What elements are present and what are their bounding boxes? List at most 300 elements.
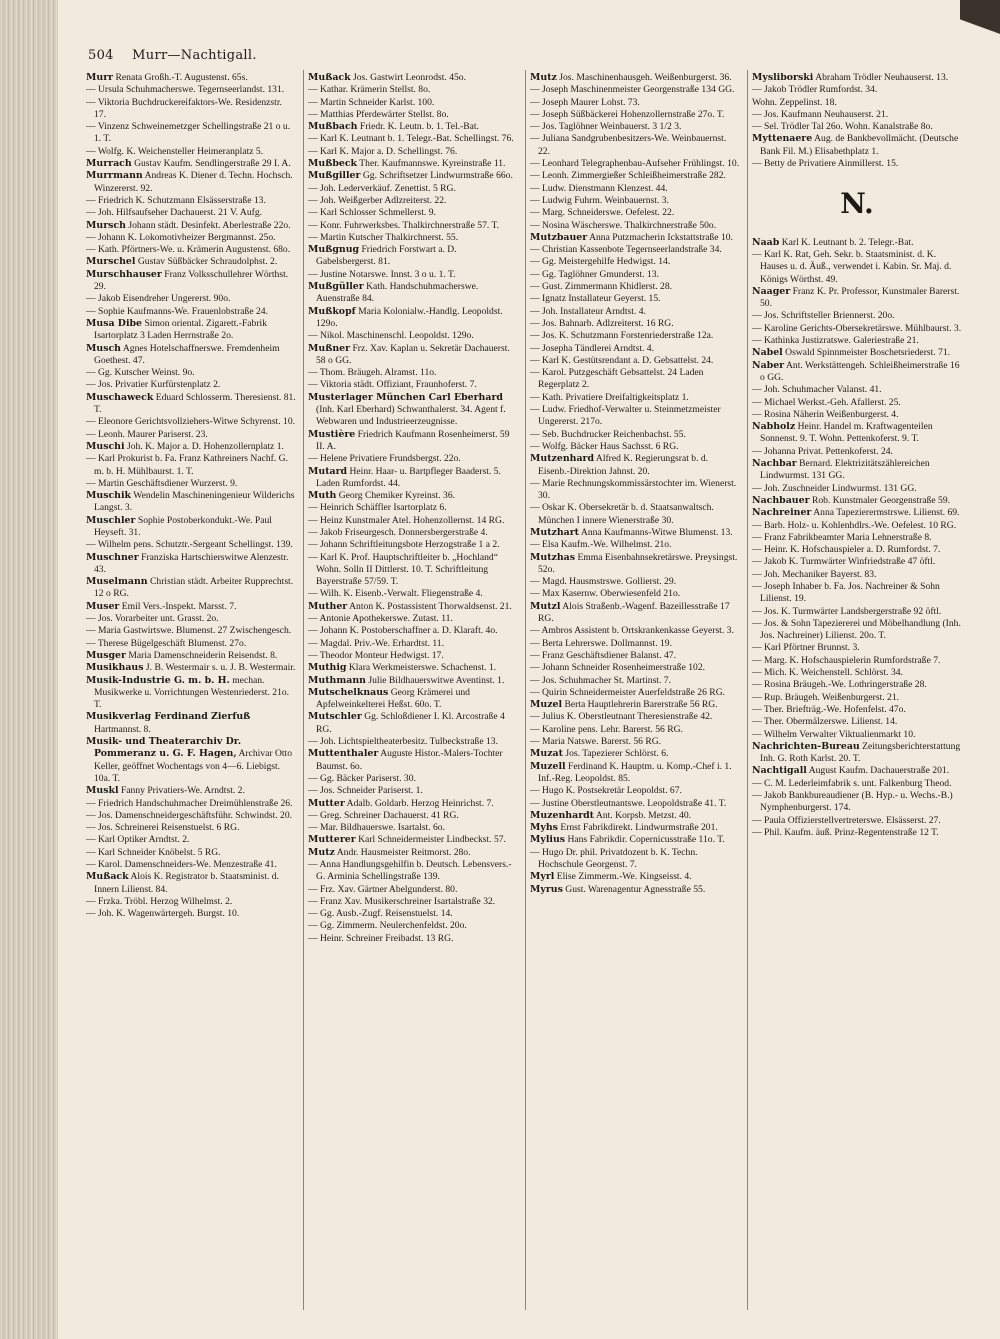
directory-entry [308, 429, 518, 454]
directory-entry [86, 896, 296, 908]
directory-entry [308, 109, 518, 121]
directory-entry [86, 711, 296, 736]
directory-entry [308, 306, 518, 331]
directory-entry [530, 650, 740, 662]
entry-text: — Marg. Schneiderswe. Oefelest. 22. [530, 207, 675, 219]
entry-surname: Mutter [308, 797, 345, 809]
directory-entry [86, 220, 296, 232]
directory-entry [86, 810, 296, 822]
entry-text: — Ursula Schuhmacherswe. Tegernseerlandst. 131. [86, 84, 285, 96]
column-rule [747, 70, 748, 1310]
directory-entry [530, 293, 740, 305]
directory-entry [530, 281, 740, 293]
entry-text: Berta Hauptlehrerin Barerstraße 56 RG. [564, 699, 718, 711]
entry-text: — Johann Schneider Rosenheimerstraße 102. [530, 662, 706, 674]
directory-entry [752, 323, 962, 335]
entry-text: — Wilh. K. Eisenb.-Verwalt. Fliegenstraße 4. [308, 588, 483, 600]
entry-text: — Joh. Zuschneider Lindwurmst. 131 GG. [752, 482, 917, 494]
entry-text: — Berta Lehrerswe. Dollmannst. 19. [530, 637, 673, 649]
entry-surname: Myttenaere [752, 133, 813, 145]
entry-text: — Gust. Zimmermann Khidlerst. 28. [530, 281, 673, 293]
entry-text: Friedr. K. Leutn. b. 1. Tel.-Bat. [359, 121, 479, 133]
entry-surname: Naager [752, 285, 791, 297]
directory-entry [86, 392, 296, 417]
directory-entry [530, 625, 740, 637]
entry-text: — Kath. Privatiere Dreifaltigkeitsplatz 1. [530, 391, 689, 403]
entry-text: Jos. Gastwirt Leonrodst. 45o. [353, 72, 466, 83]
directory-entry [752, 765, 962, 777]
entry-text: Klara Werkmeisterswe. Schachenst. 1. [348, 662, 497, 674]
directory-entry [752, 507, 962, 519]
entry-text: — Hugo K. Postsekretär Leopoldst. 67. [530, 785, 682, 797]
entry-surname: Mußack [86, 871, 129, 883]
directory-entry [308, 822, 518, 834]
entry-surname: Murrach [86, 158, 132, 170]
directory-entry [530, 834, 740, 846]
entry-surname: Mutz [308, 846, 335, 858]
directory-entry [530, 232, 740, 244]
section-letter: N. [840, 187, 874, 221]
directory-entry [752, 569, 962, 581]
entry-text: — Jos. Schriftsteller Briennerst. 20o. [752, 310, 895, 322]
directory-entry [752, 544, 962, 556]
directory-entry [530, 675, 740, 687]
entry-surname: Muthig [308, 662, 347, 674]
entry-text: — Therese Bügelgeschäft Blumenst. 27o. [86, 637, 247, 649]
directory-entry [86, 871, 296, 896]
directory-entry [86, 650, 296, 662]
entry-surname: Muschi [86, 440, 125, 452]
directory-entry [530, 183, 740, 195]
directory-entry [86, 379, 296, 391]
entry-text: — Gg. Taglöhner Gmunderst. 13. [530, 268, 659, 280]
directory-entry [86, 269, 296, 294]
directory-entry [86, 822, 296, 834]
column-2 [308, 72, 518, 945]
directory-entry [530, 343, 740, 355]
entry-surname: Muselmann [86, 576, 148, 588]
entry-text: — Nosina Wäscherswe. Thalkirchnerstraße 50o. [530, 219, 717, 231]
directory-entry [86, 367, 296, 379]
column-rule [303, 70, 304, 1310]
entry-text: Kath. Handschuhmacherswe. Auenstraße 84. [316, 281, 479, 305]
entry-text: Gg. Schriftsetzer Lindwurmstraße 66o. [362, 170, 513, 182]
entry-text: — Kathinka Justizratswe. Galeriestraße 21. [752, 335, 919, 347]
directory-entry [752, 286, 962, 311]
entry-text: — Karl K. Rat, Geh. Sekr. b. Staatsminist. d. K. Hauses u. d. Äuß., verwendet i. Kabin. Sr. Maj. d. Königs Wörthst. 49. [752, 248, 952, 285]
entry-text: — Eleonore Gerichtsvollziehers-Witwe Schyrenst. 10. [86, 416, 296, 428]
directory-entry [752, 642, 962, 654]
running-title: Murr—Nachtigall. [132, 48, 257, 63]
directory-entry [752, 520, 962, 532]
entry-text: — Gg. Kutscher Weinst. 9o. [86, 367, 195, 379]
directory-entry [752, 249, 962, 286]
entry-surname: Nachtigall [752, 765, 807, 777]
entry-text: Alfred K. Regierungsrat b. d. Eisenb.-Direktion Jahnst. 20. [538, 453, 709, 477]
directory-entry [86, 306, 296, 318]
entry-text: Christian städt. Arbeiter Rupprechtst. 12 o RG. [94, 576, 294, 600]
entry-surname: Mutzbauer [530, 231, 588, 243]
entry-text: — Karoline Gerichts-Obersekretärswe. Mühlbaurst. 3. [752, 322, 962, 334]
directory-entry [308, 281, 518, 306]
directory-entry [86, 625, 296, 637]
directory-entry [752, 360, 962, 385]
entry-text: Andr. Hausmeister Reitmorst. 28o. [336, 846, 471, 858]
entry-text: — Max Kasernw. Oberwiesenfeld 21o. [530, 588, 681, 600]
directory-entry [86, 97, 296, 122]
directory-entry [752, 72, 962, 84]
directory-entry [308, 908, 518, 920]
entry-surname: Muskl [86, 785, 119, 797]
entry-text: Ant. Korpsb. Metzst. 40. [595, 809, 692, 821]
entry-text: — Joh. Lichtspieltheaterbesitz. Tulbeckstraße 13. [308, 736, 498, 748]
directory-entry [530, 133, 740, 158]
directory-entry [530, 662, 740, 674]
directory-entry [752, 446, 962, 458]
directory-entry [308, 675, 518, 687]
entry-text: Maria Damenschneiderin Reisendst. 8. [128, 649, 278, 661]
entry-text: — Mar. Bildhauerswe. Isartalst. 6o. [308, 822, 445, 834]
entry-text: Fanny Privatiers-We. Arndtst. 2. [120, 785, 245, 797]
directory-entry [530, 318, 740, 330]
entry-text: — Leonhard Telegraphenbau-Aufseher Frühlingst. 10. [530, 158, 740, 170]
directory-entry [752, 704, 962, 716]
directory-entry [530, 502, 740, 527]
directory-entry [86, 158, 296, 170]
directory-entry [752, 397, 962, 409]
entry-text: — Sophie Kaufmanns-We. Frauenlobstraße 24. [86, 305, 268, 317]
directory-entry [752, 655, 962, 667]
entry-text: — Frzka. Tröbl. Herzog Wilhelmst. 2. [86, 895, 233, 907]
directory-entry [308, 72, 518, 84]
entry-text: Gust. Warenagentur Agnesstraße 55. [565, 883, 706, 895]
directory-entry [752, 310, 962, 322]
directory-entry [752, 581, 962, 606]
entry-surname: Muzenhardt [530, 809, 595, 821]
entry-text: Hartmannst. 8. [94, 723, 151, 735]
directory-entry [86, 638, 296, 650]
directory-entry [308, 810, 518, 822]
directory-entry [86, 195, 296, 207]
entry-surname: Muschaweck [86, 391, 154, 403]
directory-entry [86, 84, 296, 96]
directory-entry [530, 355, 740, 367]
directory-entry [752, 778, 962, 790]
directory-entry [86, 601, 296, 613]
directory-entry [308, 933, 518, 945]
entry-text: — Heinrich Schäffler Isartorplatz 6. [308, 502, 447, 514]
entry-text: — Wolfg. K. Weichensteller Heimeranplatz 5. [86, 145, 264, 157]
directory-entry [752, 97, 962, 109]
entry-surname: Nachreiner [752, 507, 812, 519]
directory-entry [308, 158, 518, 170]
directory-entry [530, 822, 740, 834]
directory-entry [530, 748, 740, 760]
entry-text: — Josepha Tändlerei Arndtst. 4. [530, 342, 654, 354]
entry-text: — Heinz Kunstmaler Atel. Hohenzollernst. 14 RG. [308, 514, 505, 526]
column-4 [752, 72, 962, 839]
directory-entry [752, 729, 962, 741]
entry-text: Simon oriental. Zigarett.-Fabrik Isartorplatz 3 Laden Herrnstraße 2o. [94, 317, 267, 342]
entry-surname: Mußbeck [308, 158, 358, 170]
directory-entry [752, 815, 962, 827]
entry-text: — Konr. Fuhrwerksbes. Thalkirchnerstraße 57. T. [308, 219, 500, 231]
entry-text: — Ther. Briefträg.-We. Hofenfelst. 47o. [752, 703, 906, 715]
entry-surname: Nachbar [752, 458, 797, 470]
entry-text: — Jakob Friseurgesch. Donnersbergerstraße 4. [308, 526, 488, 538]
book-page-edge [0, 0, 58, 1339]
directory-entry [308, 453, 518, 465]
entry-text: — Karl Pförtner Brunnst. 3. [752, 642, 860, 654]
directory-entry [530, 576, 740, 588]
directory-entry [752, 158, 962, 170]
directory-entry [530, 121, 740, 133]
entry-text: — Joh. Mechaniker Bayerst. 83. [752, 568, 877, 580]
entry-text: — Helene Privatiere Frundsbergst. 22o. [308, 453, 461, 465]
entry-text: Gustav Süßbäcker Schraudolphst. 2. [137, 256, 278, 268]
entry-text: Archivar Otto Keller, geöffnet Wochentags von 4—6. Liebigst. 10a. T. [94, 748, 293, 784]
directory-entry [752, 606, 962, 618]
directory-entry [752, 495, 962, 507]
entry-text: — Marie Rechnungskommissärstochter im. Wienerst. 30. [530, 477, 737, 502]
directory-entry [530, 392, 740, 404]
entry-text: Abraham Trödler Neuhauserst. 13. [815, 72, 949, 83]
directory-entry [530, 195, 740, 207]
directory-entry [308, 330, 518, 342]
entry-text: — Greg. Schreiner Dachauerst. 41 RG. [308, 809, 459, 821]
directory-entry [86, 552, 296, 577]
entry-text: — Vinzenz Schweinemetzger Schellingstraße 21 o u. 1. T. [86, 121, 291, 145]
directory-entry [752, 618, 962, 643]
entry-text: Emil Vers.-Inspekt. Marsst. 7. [121, 600, 237, 612]
directory-entry [86, 785, 296, 797]
directory-entry [530, 847, 740, 872]
entry-surname: Murschel [86, 256, 136, 268]
directory-entry [308, 847, 518, 859]
entry-text: Ernst Fabrikdirekt. Lindwurmstraße 201. [560, 822, 718, 834]
entry-surname: Myrl [530, 871, 555, 883]
directory-entry [530, 638, 740, 650]
entry-text: Franz K. Pr. Professor, Kunstmaler Barerst. 50. [760, 285, 960, 310]
entry-surname: Mußack [308, 72, 351, 83]
directory-entry [308, 588, 518, 600]
entry-text: Friedrich Kaufmann Rosenheimerst. 59 II. A. [316, 428, 510, 452]
directory-entry [86, 613, 296, 625]
directory-entry [752, 741, 962, 766]
directory-entry [308, 798, 518, 810]
entry-text: — Antonie Apothekerswe. Zutast. 11. [308, 613, 453, 625]
entry-text: — Thom. Bräugeh. Alramst. 11o. [308, 367, 437, 379]
entry-surname: Naab [752, 236, 780, 248]
page-corner-shadow [960, 0, 1000, 60]
directory-entry [530, 170, 740, 182]
entry-text: — Betty de Privatiere Ainmillerst. 15. [752, 158, 899, 170]
directory-entry [308, 232, 518, 244]
entry-text: — Gg. Ausb.-Zugf. Reisenstuelst. 14. [308, 908, 453, 920]
directory-entry [530, 330, 740, 342]
entry-text: Wendelin Maschineningenieur Wilderichs Langst. 3. [94, 490, 295, 514]
entry-text: — Joh. K. Wagenwärtergeh. Burgst. 10. [86, 908, 240, 920]
entry-text: — Kathar. Krämerin Stellst. 8o. [308, 84, 431, 96]
entry-surname: Musik-Industrie G. m. b. H. [86, 674, 230, 686]
directory-entry [308, 146, 518, 158]
entry-text: — Karl K. Major a. D. Schellingst. 76. [308, 145, 458, 157]
entry-surname: Musger [86, 649, 126, 661]
entry-surname: Mußbach [308, 121, 358, 133]
entry-text: — Jos. & Sohn Tapeziererei und Möbelhandlung (Inh. Jos. Nachreiner) Lilienst. 20o. T. [752, 617, 961, 642]
entry-text: Anna Tapezierermstrswe. Lilienst. 69. [813, 507, 960, 519]
entry-text: — Julius K. Oberstleutnant Theresienstraße 42. [530, 711, 713, 723]
entry-surname: Musa Dibe [86, 317, 143, 329]
directory-entry [752, 237, 962, 249]
entry-text: — Jos. Schuhmacher St. Martinst. 7. [530, 674, 671, 686]
entry-text: Alois Straßenb.-Wagenf. Bazeillesstraße 17 RG. [538, 600, 730, 625]
entry-text: Andreas K. Diener d. Techn. Hochsch. Winzererst. 92. [94, 170, 293, 194]
directory-entry [530, 810, 740, 822]
entry-text: Frz. Xav. Kaplan u. Sekretär Dachauerst. 58 o GG. [316, 342, 510, 366]
directory-entry [530, 884, 740, 896]
entry-text: Franz Volksschullehrer Wörthst. 29. [94, 268, 289, 293]
entry-text: — Joseph Maschinenmeister Georgenstraße 134 GG. [530, 84, 735, 96]
directory-entry [752, 556, 962, 568]
entry-surname: Muzell [530, 760, 566, 772]
entry-text: — Frz. Xav. Gärtner Abelgunderst. 80. [308, 883, 458, 895]
entry-text: — Karl Schneider Knöbelst. 5 RG. [86, 846, 221, 858]
entry-text: Ferdinand K. Hauptm. u. Komp.-Chef i. 1. Inf.-Reg. Leopoldst. 85. [538, 760, 732, 784]
directory-entry [86, 490, 296, 515]
directory-entry [308, 244, 518, 269]
entry-text: Heinr. Haar- u. Bartpfleger Baaderst. 5. Laden Rumfordst. 44. [316, 465, 501, 489]
entry-surname: Mutzl [530, 600, 561, 612]
directory-entry [308, 748, 518, 773]
entry-surname: Nabel [752, 347, 783, 359]
directory-entry [86, 170, 296, 195]
entry-text: — Franz Geschäftsdiener Balanst. 47. [530, 649, 676, 661]
entry-text: — Marg. K. Hofschauspielerin Rumfordstraße 7. [752, 654, 941, 666]
entry-text: — Martin Kutscher Thalkirchnerst. 55. [308, 231, 459, 243]
directory-entry [752, 790, 962, 815]
entry-text: — Viktoria städt. Offiziant, Fraunhoferst. 7. [308, 379, 477, 391]
directory-entry [530, 367, 740, 392]
directory-entry [530, 798, 740, 810]
directory-entry [86, 539, 296, 551]
directory-entry [530, 97, 740, 109]
entry-text: Franziska Hartschierswitwe Alenzestr. 43. [94, 551, 289, 575]
entry-surname: Myrus [530, 883, 563, 895]
directory-entry [308, 367, 518, 379]
entry-text: — Hugo Dr. phil. Privatdozent b. K. Techn. Hochschule Georgenst. 7. [530, 846, 698, 870]
entry-text: — Jos. Taglöhner Weinbauerst. 3 1/2 3. [530, 121, 682, 133]
directory-entry [308, 539, 518, 551]
entry-text: — Ther. Obermälzerswe. Lilienst. 14. [752, 716, 898, 728]
entry-text: Friedrich Forstwart a. D. Gabelsbergerst. 81. [316, 244, 457, 268]
directory-entry [308, 490, 518, 502]
entry-text: — Mich. K. Weichenstell. Schlörst. 34. [752, 667, 903, 679]
directory-entry [308, 920, 518, 932]
entry-text: Renata Großh.-T. Augustenst. 65s. [115, 72, 248, 83]
directory-entry [308, 121, 518, 133]
entry-text: — Heinr. K. Hofschauspieler a. D. Rumfordst. 7. [752, 544, 941, 556]
entry-text: — Matthias Pferdewärter Stellst. 8o. [308, 108, 449, 120]
entry-text: — Ludw. Friedhof-Verwalter u. Steinmetzmeister Ungererst. 217o. [530, 404, 721, 428]
entry-surname: Nachrichten-Bureau [752, 740, 860, 752]
entry-text: — Kath. Pförtners-We. u. Krämerin Augustenst. 68o. [86, 244, 291, 256]
entry-surname: Musikhaus [86, 662, 144, 674]
directory-entry [308, 195, 518, 207]
directory-entry [308, 343, 518, 368]
entry-surname: Muschik [86, 490, 132, 502]
column-3 [530, 72, 740, 896]
entry-text: — Jos. K. Turmwärter Landsbergerstraße 92 öftl. [752, 605, 942, 617]
entry-text: — Heinr. Schreiner Freibadst. 13 RG. [308, 932, 454, 944]
directory-entry [530, 269, 740, 281]
directory-entry [530, 552, 740, 577]
entry-text: — Joh. Weißgerber Adlzreiterst. 22. [308, 194, 447, 206]
column-1 [86, 72, 296, 920]
entry-text: mechan. Musikwerke u. Vorrichtungen Westenriederst. 21o. T. [94, 674, 290, 711]
directory-entry [86, 429, 296, 441]
entry-text: Karl K. Leutnant b. 2. Telegr.-Bat. [781, 236, 914, 248]
entry-text: Wohn. Zeppelinst. 18. [752, 96, 837, 108]
directory-entry [86, 146, 296, 158]
directory-entry [530, 699, 740, 711]
entry-text: — Karol. Putzgeschäft Gebsattelst. 24 Laden Regerplatz 2. [530, 367, 704, 391]
directory-entry [530, 785, 740, 797]
entry-text: — Joh. Installateur Arndtst. 4. [530, 305, 646, 317]
entry-text: Anna Putzmacherin Ickstattstraße 10. [589, 231, 733, 243]
entry-text: — Paula Offizierstellvertreterswe. Elsässerst. 27. [752, 814, 941, 826]
entry-text: — Karl Optiker Arndtst. 2. [86, 834, 190, 846]
entry-surname: Murr [86, 72, 114, 83]
directory-entry [530, 539, 740, 551]
page-number: 504 [88, 48, 114, 63]
entry-surname: Mußgiller [308, 170, 361, 182]
directory-entry [530, 871, 740, 883]
entry-text: Heinr. Handel m. Kraftwagenteilen Sonnenst. 9. T. Wohn. Pettenkoferst. 9. T. [760, 421, 933, 445]
entry-text: — Viktoria Buchdruckereifaktors-We. Residenzstr. 17. [86, 96, 282, 120]
directory-entry [86, 343, 296, 368]
directory-entry [86, 416, 296, 428]
entry-text: — Anna Handlungsgehilfin b. Deutsch. Lebensvers.-G. Arminia Schellingstraße 139. [308, 859, 512, 883]
entry-text: — Wolfg. Bäcker Haus Sachsst. 6 RG. [530, 440, 679, 452]
directory-entry [86, 478, 296, 490]
directory-entry [86, 256, 296, 268]
entry-text: — Phil. Kaufm. äuß. Prinz-Regentenstraße 12 T. [752, 826, 939, 838]
directory-entry [308, 687, 518, 712]
entry-text: — Joh. Lederverkäuf. Zenettist. 5 RG. [308, 182, 456, 194]
entry-text: — Rosina Näherin Weißenburgerst. 4. [752, 408, 899, 420]
directory-entry [752, 133, 962, 158]
entry-text: Anton K. Postassistent Thorwaldsenst. 21. [349, 600, 512, 612]
directory-entry [308, 392, 518, 429]
directory-entry [308, 601, 518, 613]
directory-entry [752, 667, 962, 679]
directory-entry [530, 244, 740, 256]
entry-text: Jos. Maschinenhausgeh. Weißenburgerst. 36. [559, 72, 732, 83]
directory-entry [530, 736, 740, 748]
directory-entry [308, 183, 518, 195]
entry-text: — Karl Schlosser Schmellerst. 9. [308, 207, 436, 219]
directory-entry [86, 318, 296, 343]
directory-entry [308, 552, 518, 589]
entry-surname: Musik- und Theaterarchiv Dr. Pommeranz u. G. F. Hagen, [86, 736, 242, 760]
directory-entry [308, 133, 518, 145]
entry-surname: Musch [86, 342, 121, 354]
directory-entry [86, 675, 296, 712]
entry-surname: Murschhauser [86, 268, 162, 280]
entry-surname: Muschner [86, 551, 139, 563]
entry-text: Hans Fabrikdir. Copernicusstraße 11o. T. [567, 834, 725, 846]
